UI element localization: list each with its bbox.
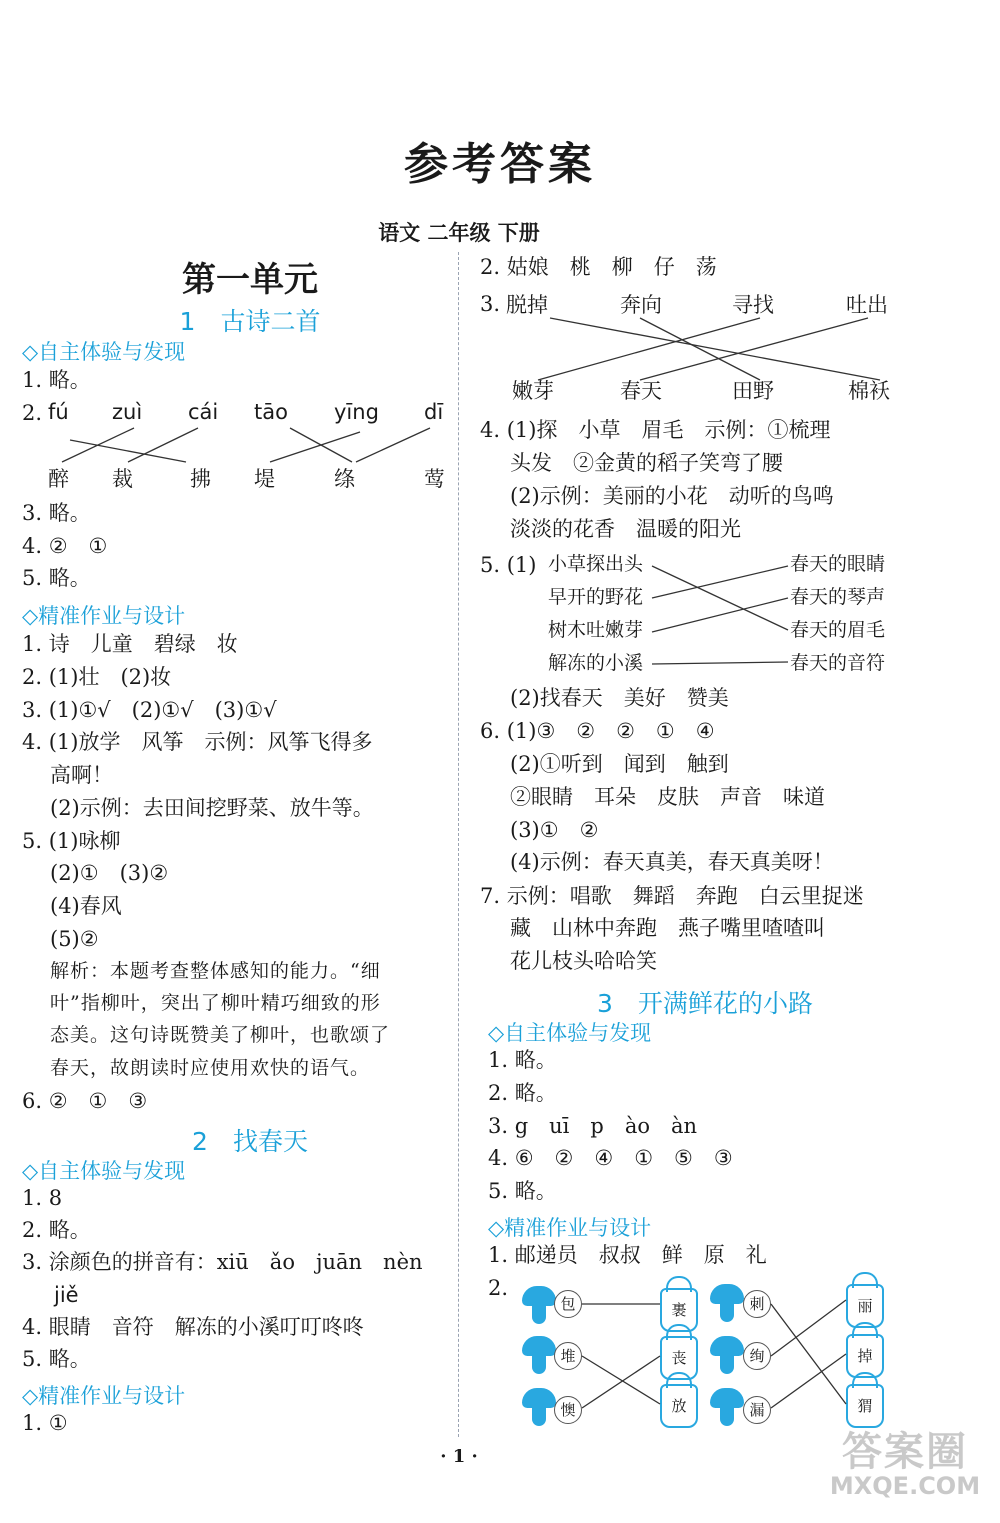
match-phrase: 春天的琴声 bbox=[790, 586, 886, 608]
match-line bbox=[652, 566, 788, 630]
answer-line: 淡淡的花香 温暖的阳光 bbox=[510, 517, 741, 541]
basket-char: 裹 bbox=[660, 1288, 698, 1332]
mushroom-char: 懊 bbox=[554, 1396, 582, 1424]
answer-line: 6. (1)③ ② ② ① ④ bbox=[480, 719, 715, 743]
mushroom-char: 刺 bbox=[743, 1290, 771, 1318]
answer-line: 3. g uī p ào àn bbox=[488, 1114, 698, 1138]
answer-line: 5. 略。 bbox=[488, 1179, 557, 1203]
match-line bbox=[270, 432, 360, 462]
answer-line: jiě bbox=[54, 1283, 79, 1307]
section-jingzhun: ◇精准作业与设计 bbox=[488, 1216, 652, 1240]
answer-line: 3. bbox=[480, 292, 501, 316]
match-line bbox=[62, 428, 134, 462]
section-zizhu: ◇自主体验与发现 bbox=[488, 1021, 652, 1045]
match-word: 嫩芽 bbox=[512, 379, 554, 403]
match-line bbox=[771, 1354, 846, 1408]
match-phrase: 春天的音符 bbox=[790, 652, 886, 674]
answer-line: 1. 略。 bbox=[22, 368, 91, 392]
match-line bbox=[771, 1300, 846, 1356]
analysis-line: 春天，故朗读时应使用欢快的语气。 bbox=[50, 1057, 371, 1079]
basket-char: 掉 bbox=[846, 1334, 884, 1378]
answer-line: 2. 略。 bbox=[488, 1081, 557, 1105]
lesson-1-title: 1 古诗二首 bbox=[179, 307, 321, 336]
match-phrase: 春天的眉毛 bbox=[790, 619, 886, 641]
answer-line: 5. 略。 bbox=[22, 1347, 91, 1371]
match-phrase: 春天的眼睛 bbox=[790, 553, 886, 575]
answer-line: (2)找春天 美好 赞美 bbox=[510, 686, 729, 710]
answer-line: 1. ① bbox=[22, 1411, 68, 1435]
page-number: · 1 · bbox=[440, 1446, 478, 1467]
answer-line: 1. 略。 bbox=[488, 1048, 557, 1072]
answer-line: (2)示例：去田间挖野菜、放牛等。 bbox=[50, 796, 374, 820]
match-line bbox=[128, 428, 198, 462]
answer-line: (3)① ② bbox=[510, 818, 599, 842]
answer-line: 花儿枝头哈哈笑 bbox=[510, 949, 657, 973]
analysis-line: 叶”指柳叶，突出了柳叶精巧细致的形 bbox=[50, 992, 381, 1014]
match-word: 田野 bbox=[732, 379, 774, 403]
answer-line: 头发 ②金黄的稻子笑弯了腰 bbox=[510, 451, 783, 475]
match-word: 吐出 bbox=[846, 293, 888, 317]
answer-line: 4. ② ① bbox=[22, 534, 108, 558]
answer-line: 4. 眼睛 音符 解冻的小溪叮叮咚咚 bbox=[22, 1315, 364, 1339]
answer-line: 1. 邮递员 叔叔 鲜 原 礼 bbox=[488, 1243, 767, 1267]
pinyin: yīng bbox=[334, 400, 379, 424]
section-jingzhun: ◇精准作业与设计 bbox=[22, 1384, 186, 1408]
match-line bbox=[70, 440, 186, 462]
match-line bbox=[771, 1304, 846, 1404]
char: 莺 bbox=[424, 467, 445, 491]
char: 裁 bbox=[112, 467, 133, 491]
match-phrase: 树木吐嫩芽 bbox=[548, 619, 644, 641]
match-line bbox=[652, 662, 788, 664]
char: 醉 bbox=[48, 467, 69, 491]
answer-line: 5. (1)咏柳 bbox=[22, 829, 121, 853]
match-line bbox=[538, 318, 760, 380]
pinyin: tāo bbox=[254, 400, 288, 424]
answer-line: (2)示例：美丽的小花 动听的鸟鸣 bbox=[510, 484, 834, 508]
section-zizhu: ◇自主体验与发现 bbox=[22, 1159, 186, 1183]
pinyin: fú bbox=[48, 400, 69, 424]
match-word: 春天 bbox=[620, 379, 662, 403]
answer-line: ②眼睛 耳朵 皮肤 声音 味道 bbox=[510, 785, 825, 809]
basket-char: 丧 bbox=[660, 1336, 698, 1380]
section-zizhu: ◇自主体验与发现 bbox=[22, 340, 186, 364]
answer-line: 3. 略。 bbox=[22, 501, 91, 525]
answer-line: 2. bbox=[488, 1276, 509, 1300]
answer-line: 2. 姑娘 桃 柳 仔 荡 bbox=[480, 255, 717, 279]
answer-line: 3. (1)①√ (2)①√ (3)①√ bbox=[22, 698, 277, 722]
basket-char: 丽 bbox=[846, 1284, 884, 1328]
match-phrase: 解冻的小溪 bbox=[548, 652, 644, 674]
page-subtitle: 语文 二年级 下册 bbox=[378, 220, 540, 245]
answer-line: 7. 示例：唱歌 舞蹈 奔跑 白云里捉迷 bbox=[480, 884, 864, 908]
analysis-line: 解析：本题考查整体感知的能力。“细 bbox=[50, 960, 381, 982]
char: 拂 bbox=[190, 467, 211, 491]
match-phrase: 小草探出头 bbox=[548, 553, 644, 575]
basket-char: 放 bbox=[660, 1384, 698, 1428]
answer-line: (4)示例：春天真美，春天真美呀！ bbox=[510, 850, 834, 874]
mushroom-char: 包 bbox=[554, 1290, 582, 1318]
mushroom-char: 堆 bbox=[554, 1342, 582, 1370]
answer-line: 5. 略。 bbox=[22, 566, 91, 590]
answer-line: (4)春风 bbox=[50, 894, 122, 918]
answer-line: 2. (1)壮 (2)妆 bbox=[22, 665, 172, 689]
answer-line: 4. (1)探 小草 眉毛 示例：①梳理 bbox=[480, 418, 831, 442]
match-line bbox=[550, 318, 880, 380]
answer-line: 4. (1)放学 风筝 示例：风筝飞得多 bbox=[22, 730, 373, 754]
analysis-line: 态美。这句诗既赞美了柳叶，也歌颂了 bbox=[50, 1024, 391, 1046]
answer-line: 6. ② ① ③ bbox=[22, 1089, 148, 1113]
match-phrase: 早开的野花 bbox=[548, 586, 644, 608]
answer-line: 3. 涂颜色的拼音有：xiū ǎo juān nèn bbox=[22, 1250, 423, 1274]
char: 绦 bbox=[334, 467, 355, 491]
match-word: 脱掉 bbox=[506, 293, 548, 317]
watermark: 答案圈 MXQE.COM bbox=[829, 1429, 981, 1500]
answer-line: 2. bbox=[22, 401, 43, 425]
match-line bbox=[640, 318, 760, 380]
mushroom-char: 漏 bbox=[743, 1396, 771, 1424]
page-title: 参考答案 bbox=[404, 139, 596, 190]
answer-line: (5)② bbox=[50, 927, 99, 951]
answer-line: 1. 诗 儿童 碧绿 妆 bbox=[22, 632, 238, 656]
answer-line: 5. (1) bbox=[480, 553, 537, 577]
pinyin: cái bbox=[188, 400, 219, 424]
basket-char: 猬 bbox=[846, 1384, 884, 1428]
answer-line: (2)①听到 闻到 触到 bbox=[510, 752, 729, 776]
answer-line: 4. ⑥ ② ④ ① ⑤ ③ bbox=[488, 1146, 733, 1170]
unit-title: 第一单元 bbox=[182, 260, 318, 300]
answer-line: (2)① (3)② bbox=[50, 861, 169, 885]
section-jingzhun: ◇精准作业与设计 bbox=[22, 604, 186, 628]
match-line bbox=[652, 566, 788, 598]
lesson-2-title: 2 找春天 bbox=[192, 1127, 308, 1156]
lesson-3-title: 3 开满鲜花的小路 bbox=[597, 989, 813, 1018]
answer-line: 藏 山林中奔跑 燕子嘴里喳喳叫 bbox=[510, 916, 825, 940]
answer-line: 2. 略。 bbox=[22, 1218, 91, 1242]
answer-line: 1. 8 bbox=[22, 1186, 63, 1210]
answer-line: 高啊！ bbox=[50, 763, 113, 787]
match-line bbox=[356, 428, 430, 462]
match-line bbox=[652, 598, 788, 632]
char: 堤 bbox=[254, 467, 275, 491]
mushroom-char: 绚 bbox=[743, 1342, 771, 1370]
match-word: 棉袄 bbox=[848, 379, 890, 403]
match-word: 寻找 bbox=[732, 293, 774, 317]
match-word: 奔向 bbox=[620, 293, 662, 317]
pinyin: zuì bbox=[112, 400, 143, 424]
pinyin: dī bbox=[424, 400, 444, 424]
